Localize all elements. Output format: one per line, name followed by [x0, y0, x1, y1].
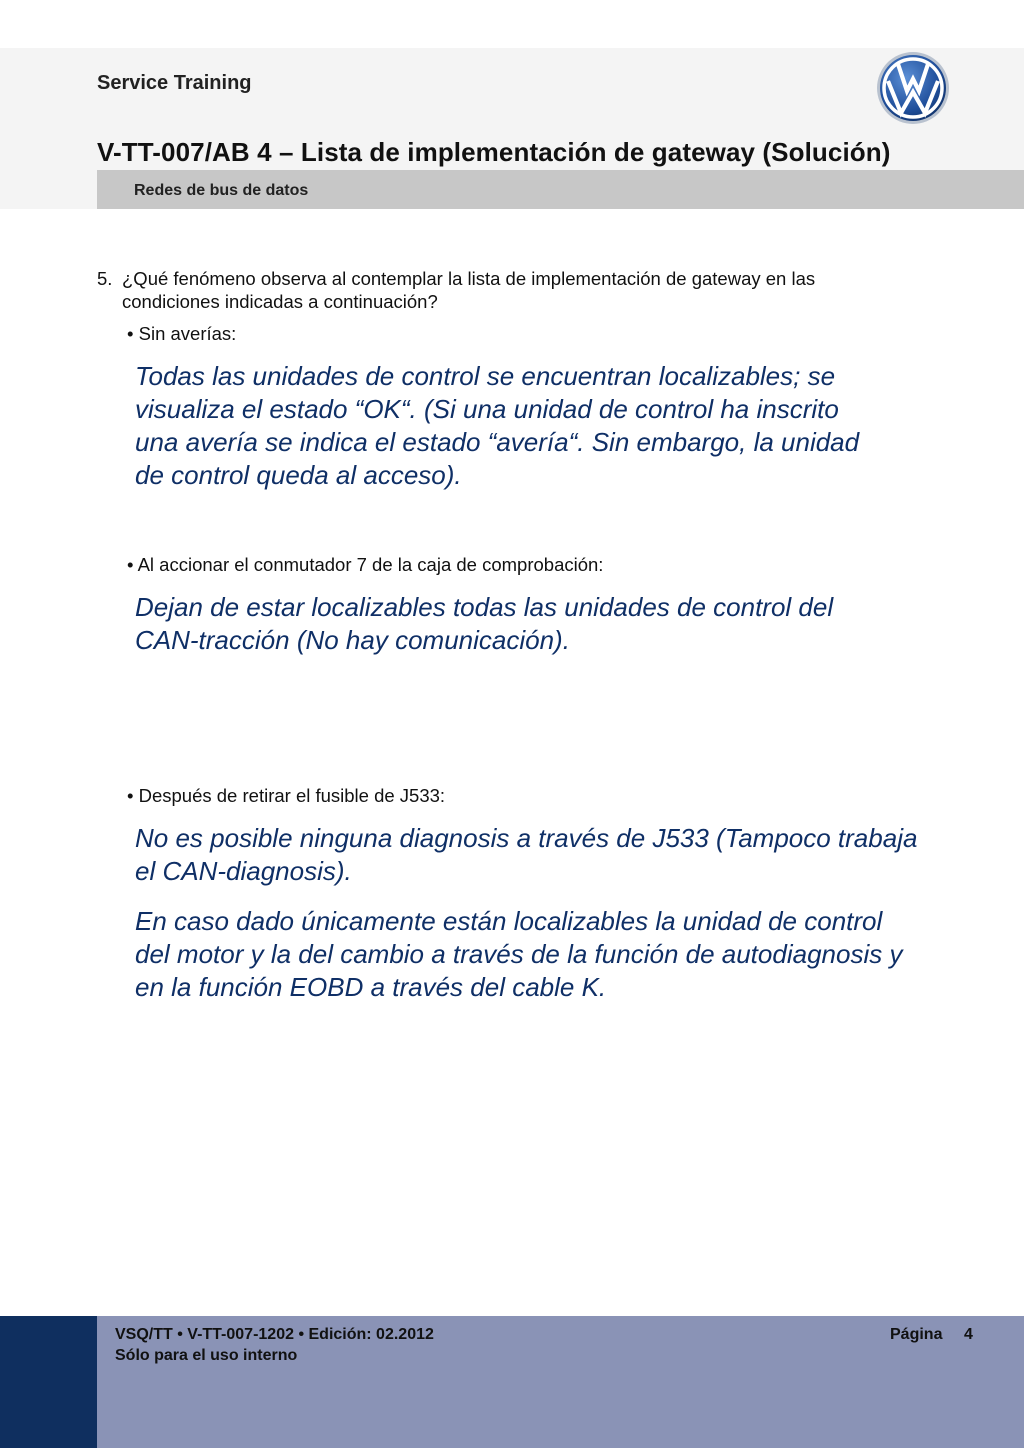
answer-line: CAN-tracción (No hay comunicación). — [135, 625, 570, 655]
footer-page-number: 4 — [964, 1326, 973, 1343]
subtitle-bar-left — [0, 170, 97, 209]
answer-line: una avería se indica el estado “avería“. Sin embargo, la unidad — [135, 427, 860, 457]
answer-line: de control queda al acceso). — [135, 460, 462, 490]
page-subtitle: Redes de bus de datos — [134, 182, 309, 199]
question-line-2: condiciones indicadas a continuación? — [122, 291, 438, 312]
footer-accent — [0, 1316, 97, 1448]
answer-line: Todas las unidades de control se encuentran localizables; se — [135, 361, 836, 391]
top-margin — [0, 0, 1024, 48]
brand-line: Service Training — [97, 72, 252, 94]
answer-block-4 — [135, 905, 902, 1004]
footer-doc-info: VSQ/TT • V-TT-007-1202 • Edición: 02.2012 — [115, 1326, 434, 1343]
answer-line: del motor y la del cambio a través de la función de autodiagnosis y — [135, 939, 903, 969]
footer-page-label: Página — [890, 1326, 943, 1343]
footer-internal-use: Sólo para el uso interno — [115, 1347, 298, 1364]
answer-line: En caso dado únicamente están localizables la unidad de control — [135, 906, 883, 936]
bullet-sin-averias: • Sin averías: — [127, 323, 237, 344]
bullet-conmutador: • Al accionar el conmutador 7 de la caja de comprobación: — [127, 554, 604, 575]
answer-line: en la función EOBD a través del cable K. — [135, 972, 607, 1002]
answer-line: visualiza el estado “OK“. (Si una unidad de control ha inscrito — [135, 394, 839, 424]
bullet-fusible: • Después de retirar el fusible de J533: — [127, 785, 446, 806]
answer-line: Dejan de estar localizables todas las unidades de control del — [135, 592, 834, 622]
answer-line: el CAN-diagnosis). — [135, 856, 352, 886]
answer-line: No es posible ninguna diagnosis a través de J533 (Tampoco trabaja — [135, 823, 918, 853]
volkswagen-logo-icon — [876, 51, 950, 125]
question-number: 5. — [97, 268, 113, 289]
question-block — [97, 267, 917, 313]
page-title: V-TT-007/AB 4 – Lista de implementación de gateway (Solución) — [97, 137, 891, 167]
question-line-1: ¿Qué fenómeno observa al contemplar la lista de implementación de gateway en las — [122, 268, 816, 289]
answer-block-1 — [135, 360, 859, 492]
answer-block-3 — [135, 822, 917, 888]
answer-block-2 — [135, 591, 833, 657]
